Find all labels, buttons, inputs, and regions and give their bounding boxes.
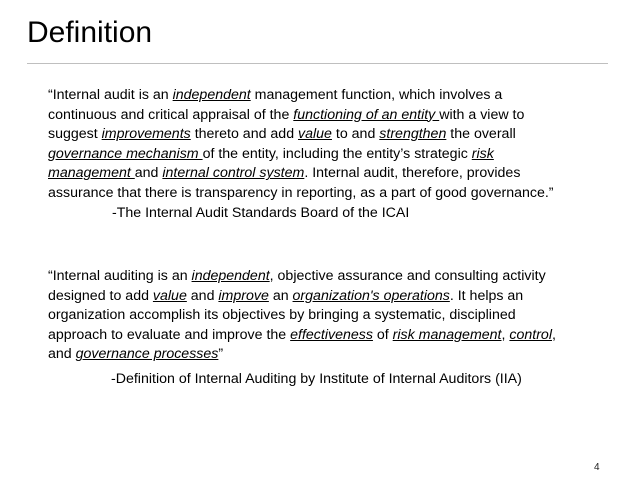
text-run: thereto and add [190,126,299,143]
text-run: assurance that there is transparency in reporting, as a part of good governance.” [48,184,554,201]
quote-line [48,326,588,346]
quote-attribution: -Definition of Internal Auditing by Institute of Internal Auditors (IIA) [111,370,522,387]
text-run: ” [218,346,224,363]
text-run: . Internal audit, therefore, provides [304,165,521,182]
emphasized-term: functioning of an entity [293,106,440,123]
emphasized-term: value [298,126,332,143]
emphasized-term: risk [471,145,494,162]
text-run: approach to evaluate and improve the [48,326,291,343]
text-run: , [501,326,510,343]
text-run: , [551,326,556,343]
emphasized-term: value [152,287,187,304]
definition-quote-icai [48,86,588,223]
text-run: an [268,287,293,304]
page-number: 4 [594,462,600,473]
quote-line [48,164,588,184]
text-run: suggest [48,126,102,143]
quote-line [48,287,588,307]
text-run: the overall [446,126,516,143]
text-run: of the entity, including the entity’s strategic [202,145,472,162]
emphasized-term: management [48,165,135,182]
quote-attribution: -The Internal Audit Standards Board of the ICAI [112,204,410,221]
emphasized-term: improvements [101,126,191,143]
text-run: with a view to [439,106,525,123]
text-run: management function, which involves a [250,87,503,103]
emphasized-term: organization's operations [292,287,450,304]
quote-text [48,267,588,365]
emphasized-term: independent [191,268,270,284]
text-run: of [372,326,393,343]
text-run: , objective assurance and consulting activity [269,268,546,284]
emphasized-term: internal control system [162,165,305,182]
text-run: organization accomplish its objectives by bringing a systematic, disciplined [48,307,516,324]
text-run: and [134,165,163,182]
text-run: and [48,346,76,363]
definition-quote-iia [48,267,588,390]
text-run: continuous and critical appraisal of the [48,106,294,123]
quote-line [48,106,588,126]
emphasized-term: effectiveness [290,326,373,343]
quote-line [48,345,588,365]
quote-line [48,125,588,145]
text-run: “Internal auditing is an [48,268,192,284]
emphasized-term: risk management [392,326,502,343]
text-run: “Internal audit is an [48,87,173,103]
emphasized-term: independent [172,87,251,103]
emphasized-term: strengthen [379,126,447,143]
quote-line [48,86,588,106]
quote-line [48,267,588,287]
emphasized-term: improve [218,287,269,304]
text-run: . It helps an [449,287,524,304]
text-run: and [186,287,219,304]
quote-line [48,184,588,204]
text-run: designed to add [48,287,153,304]
title-divider [27,63,608,64]
text-run: to and [331,126,380,143]
emphasized-term: governance mechanism [48,145,203,162]
emphasized-term: control [509,326,552,343]
slide-title: Definition [27,16,153,49]
quote-line [48,306,588,326]
quote-line [48,145,588,165]
emphasized-term: governance processes [75,346,219,363]
quote-text [48,86,588,204]
